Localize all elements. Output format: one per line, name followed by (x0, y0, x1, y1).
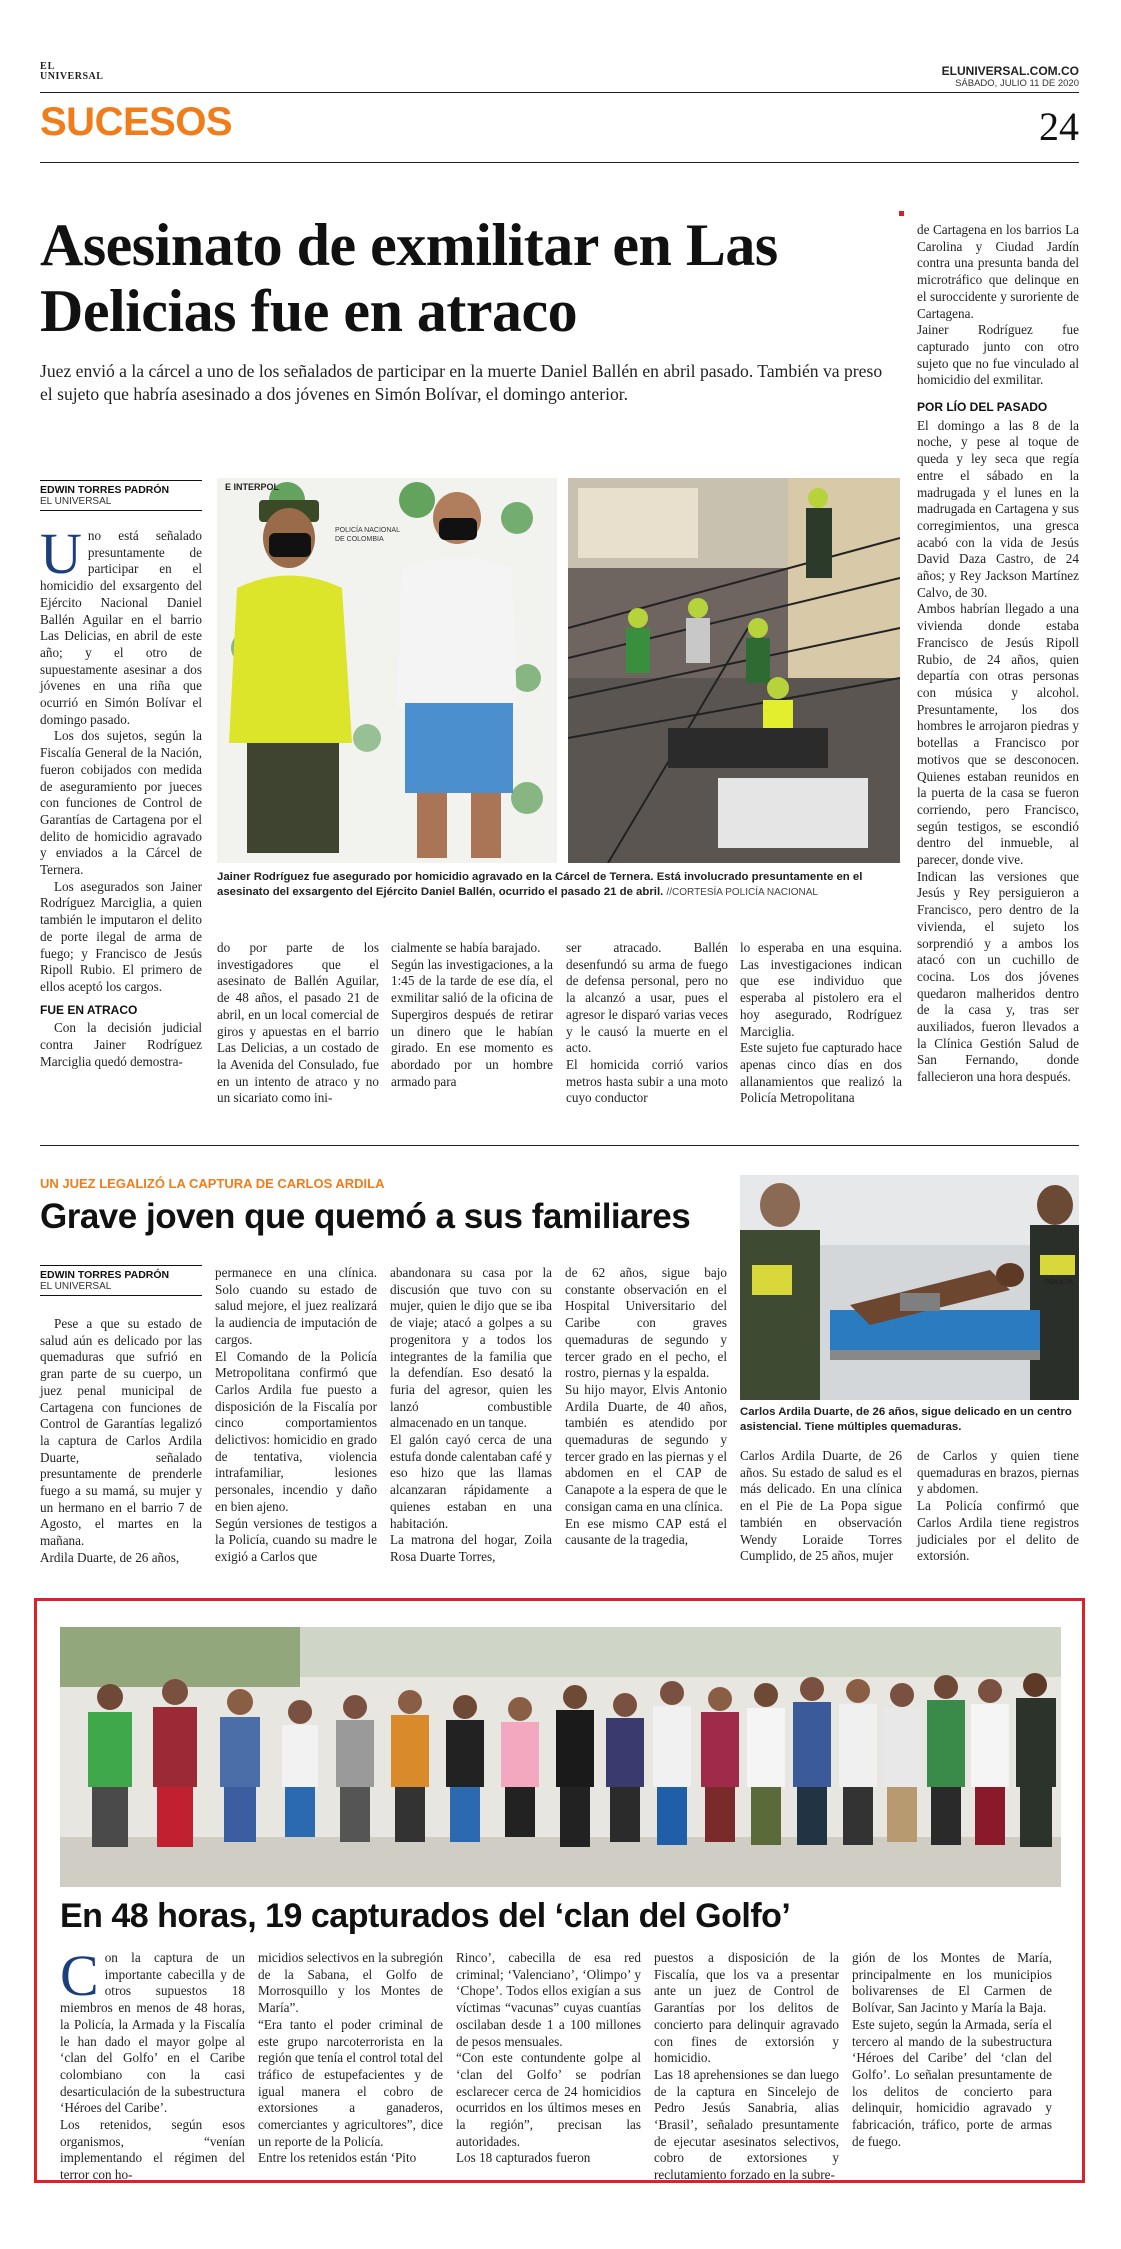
main-right-col-top: de Cartagena en los barrios La Carolina y Ciudad Jardín contra una presunta banda del microtráfico que delinque en el suroccidente y suroriente de Cartagena. Jainer Rodríguez fue capturado junto con otro sujeto que no fue vinculado al homicidio del exmilitar. (917, 222, 1079, 388)
newspaper-logo (40, 62, 130, 82)
second-col-5 (740, 1448, 902, 1565)
street-photo-drawing (568, 478, 900, 863)
third-col-1-body: on la captura de un importante cabecilla y de otros supuestos 18 miembros en menos de 48 horas, la Policía, la Armada y la Fiscalía le han dado el mayor golpe al ‘clan del Golfo’ en el Caribe colombiano con la casi desarticulación de la subestructura ‘Héroes del Caribe’. Los retenidos, según esos organismos, “venían implementando el régimen del terror con ho- (60, 1950, 245, 2183)
main-col-1-subhead: FUE EN ATRACO (40, 1002, 138, 1017)
third-col-2 (258, 1950, 443, 2167)
main-col-1-p1 (40, 521, 202, 728)
second-byline-org: EL UNIVERSAL (40, 1281, 202, 1296)
main-col-5 (740, 940, 902, 1107)
red-square-marker (899, 211, 904, 216)
main-right-col-bottom: El domingo a las 8 de la noche, y pese al toque de queda y ley seca que regía entre el sábado en la madrugada y el lunes en la madrugada en Cartagena y sus corregimientos, una gresca acabó con la vida de Jesús David Daza Castro, de 24 años; y Rey Jackson Martínez Calvo, de 30. Ambos habrían llegado a una vivienda donde estaba Francisco de Jesús Ripoll Rubio, de 24 años, quien departía con otras personas con música y alcohol. Presuntamente, los dos hombres le arrojaron piedras y botellas a Francisco por motivos que se desconocen. Quienes estaban reunidos en la puerta de la casa se fueron corriendo, pero Francisco, según testigos, se escondió dentro del inmueble, al parecer, donde vive. Indican las versiones que Jesús y Rey persiguieron a Francisco, pero dentro de la vivienda, el sujeto los sorprendió y a ambos los atacó con un cuchillo de cocina. Los dos jóvenes quedaron malheridos dentro de la casa y, tras ser auxiliados, fueron llevados a la Clínica Gestión Salud de San Fernando, donde fallecieron una hora después. (917, 417, 1079, 1085)
third-col-3-text: Rinco’, cabecilla de esa red criminal; ‘Valenciano’, ‘Olimpo’ y ‘Chope’. Todos ellos exigían a sus víctimas “vacunas” cuyas cuantías oscilaban desde 1 a 100 millones de pesos mensuales. “Con este contundente golpe al ‘clan del Golfo’ se podrían esclarecer cerca de 24 homicidios ocurridos en los últimos meses en la región”, precisan las autoridades. Los 18 capturados fueron (456, 1950, 641, 2166)
main-photo-street-scene (568, 478, 900, 863)
second-col-5-text: Carlos Ardila Duarte, de 26 años. Su estado de salud es el más delicado. En una clínica en el Pie de La Popa sigue también en observación Wendy Loraide Torres Cumplido, de 25 años, mujer (740, 1448, 902, 1564)
third-dropcap: C (60, 1943, 99, 2008)
second-col-4 (565, 1265, 727, 1549)
third-col-5-text: gión de los Montes de María, principalmente en los municipios bolivarenses de El Carmen de Bolívar, San Jacinto y María la Baja. Este sujeto, según la Armada, sería el tercero al mando de la subestructura ‘Héroes del Caribe’ del ‘clan del Golfo’. Lo señalan presuntamente de los delitos de concierto para delinquir, homicidio agravado y fabricación, tráfico, porte de armas de fuego. (852, 1950, 1052, 2149)
main-photo-credit: //CORTESÍA POLICÍA NACIONAL (666, 887, 818, 898)
byline-org: EL UNIVERSAL (40, 496, 202, 511)
main-col-1 (40, 521, 202, 1071)
second-col-1 (40, 1316, 202, 1567)
third-col-5 (852, 1950, 1052, 2150)
main-col-3 (391, 940, 553, 1090)
policia-wall-text: POLICÍA NACIONAL DE COLOMBIA (335, 527, 400, 543)
main-photo-detainee (217, 478, 557, 863)
site-url: ELUNIVERSAL.COM.CO (941, 64, 1079, 78)
second-col-2 (215, 1265, 377, 1566)
masthead-rule (40, 92, 1079, 93)
main-col-5-text: lo esperaba en una esquina. Las investigaciones indican que ese individuo que esperaba al pistolero era el hoy asegurado, Rodríguez Marciglia. Este sujeto fue capturado hace apenas cinco días en dos allanamientos que realizó la Policía Metropolitana (740, 940, 902, 1106)
second-col-6 (917, 1448, 1079, 1565)
second-headline: Grave joven que quemó a sus familiares (40, 1197, 691, 1236)
story-divider-1 (40, 1145, 1079, 1146)
second-col-3-text: abandonara su casa por la discusión que tuvo con su mujer, quien le dijo que se iba de viaje; atacó a golpes a su progenitora y a todos los integrantes de la familia que la defendían. Eso desató la furia del agresor, quien les lanzó combustible almacenado en un tanque. El galón cayó cerca de una estufa donde calentaban café y eso hizo que las llamas alcanzaran rápidamente a quienes estaban en una habitación. La matrona del hogar, Zoila Rosa Duarte Torres, (390, 1265, 552, 1564)
second-photo-caption (740, 1405, 1079, 1435)
third-photo-detainees (60, 1627, 1061, 1887)
main-right-subhead: POR LÍO DEL PASADO (917, 400, 1048, 415)
logo-line-1: EL (40, 61, 56, 72)
main-col-2: do por parte de los investigadores que el asesinato de Ballén Aguilar, de 48 años, el pasado 21 de abril, en un local comercial de giros y apuestas en el barrio Las Delicias, a un costado de la Avenida del Consulado, fue en un intento de atraco y no un sicariato como ini- (217, 940, 379, 1106)
main-col-1-text-1: no está señalado presuntamente de participar en el homicidio del exsargento del Ejército Nacional Daniel Ballén Aguilar en el barrio Las Delicias, en abril de este año; y el otro de supuestamente asesinar a dos jóvenes en una riña que ocurrió en Simón Bolívar el domingo pasado. (40, 528, 202, 727)
police-vest-text: POLICÍA (1045, 1279, 1074, 1286)
edition-date: SÁBADO, JULIO 11 DE 2020 (955, 78, 1079, 89)
second-col-6-text: de Carlos y quien tiene quemaduras en brazos, piernas y abdomen. La Policía confirmó que Carlos Ardila tiene registros judiciales por el delito de extorsión. (917, 1448, 1079, 1564)
third-col-2-text: micidios selectivos en la subregión de la Sabana, el Golfo de Morrosquillo y los Montes de María”. “Era tanto el poder criminal de este grupo narcoterrorista en la región que tenía el control total del tráfico de estupefacientes y de igual manera el cobro de extorsiones a ganaderos, comerciantes y agricultores”, dice un reporte de la Policía. Entre los retenidos están ‘Pito (258, 1950, 443, 2166)
main-col-1-p2: Los dos sujetos, según la Fiscalía General de la Nación, fueron cobijados con medida de aseguramiento por jueces con funciones de Control de Garantías de Cartagena por el delito de homicidio agravado y enviados a la Cárcel de Ternera. (40, 728, 202, 878)
main-photo-caption-text: Jainer Rodríguez fue asegurado por homicidio agravado en la Cárcel de Ternera. Está involucrado presuntamente en el asesinato del exsargento del Ejército Daniel Ballén, ocurrido el pasado 21 de abril. (217, 871, 863, 898)
main-dropcap: U (40, 521, 82, 586)
byline-name: EDWIN TORRES PADRÓN (40, 480, 202, 496)
page-number: 24 (1039, 104, 1079, 149)
detainees-photo-drawing (60, 1627, 1061, 1887)
second-col-4-text: de 62 años, sigue bajo constante observación en el Hospital Universitario del Caribe con graves quemaduras de segundo y tercer grado en el pecho, el rostro, piernas y la espalda. Su hijo mayor, Elvis Antonio Ardila Duarte, de 40 años, también es atendido por quemaduras de segundo y tercer grado en las piernas y el abdomen en el CAP de Canapote a la espera de que le consigan cama en una clínica. En ese mismo CAP está el causante de la tragedia, (565, 1265, 727, 1548)
second-byline (40, 1265, 202, 1296)
second-col-3 (390, 1265, 552, 1566)
second-kicker: UN JUEZ LEGALIZÓ LA CAPTURA DE CARLOS ARDILA (40, 1176, 385, 1191)
main-col-1-p4: Con la decisión judicial contra Jainer Rodríguez Marciglia quedó demostra- (40, 1020, 202, 1069)
second-col-2-text: permanece en una clínica. Solo cuando su estado de salud mejore, el juez realizará la audiencia de imputación de cargos. El Comando de la Policía Metropolitana confirmó que Carlos Ardila fue puesto a disposición de la Fiscalía por cinco comportamientos delictivos: homicidio en grado de tentativa, violencia intrafamiliar, lesiones personales, incendio y daño en bien ajeno. Según versiones de testigos a la Policía, cuando su madre le exigió a Carlos que (215, 1265, 377, 1564)
main-col-1-p3: Los asegurados son Jainer Rodríguez Marciglia, a quien también le imputaron el delito de porte ilegal de arma de fuego; y Francisco de Jesús Ripoll Rubio. El primero de ellos aceptó los cargos. (40, 878, 202, 994)
main-col-3-text: cialmente se había barajado. Según las investigaciones, a la 1:45 de la tarde de ese día, el exmilitar salió de la oficina de Supergiros después de retirar un dinero que le habían girado. En ese momento es abordado por un hombre armado para (391, 940, 553, 1089)
section-title: SUCESOS (40, 100, 233, 144)
main-byline (40, 480, 202, 511)
main-headline: Asesinato de exmilitar en Las Delicias fue en atraco (40, 212, 778, 344)
third-col-1-text (60, 1943, 245, 2184)
main-col-4 (566, 940, 728, 1107)
section-rule (40, 162, 1079, 163)
second-col-1-text: Pese a que su estado de salud aún es delicado por las quemaduras que sufrió en gran parte de su cuerpo, un juez penal municipal de Cartagena con funciones de Control de Garantías legalizó la captura de Carlos Ardila Duarte, señalado presuntamente de prenderle fuego a su mamá, su mujer y un hermano en el barrio 7 de Agosto, el martes en la mañana. Ardila Duarte, de 26 años, (40, 1316, 202, 1565)
interpol-wall-text: E INTERPOL (225, 482, 280, 492)
third-col-4 (654, 1950, 839, 2184)
second-byline-name: EDWIN TORRES PADRÓN (40, 1265, 202, 1281)
second-photo-caption-text: Carlos Ardila Duarte, de 26 años, sigue delicado en un centro asistencial. Tiene múltiples quemaduras. (740, 1406, 1072, 1433)
patient-photo-drawing (740, 1175, 1079, 1400)
main-right-col (917, 222, 1079, 1086)
main-col-4-text: ser atracado. Ballén desenfundó su arma de fuego de defensa personal, pero no la alcanzó a usar, pues el agresor le disparó varias veces y le causó la muerte en el acto. El homicida corrió varios metros hasta subir a una moto cuyo conductor (566, 940, 728, 1106)
main-subhead: Juez envió a la cárcel a uno de los señalados de participar en la muerte Daniel Ballén en abril pasado. También va preso el sujeto que habría asesinado a dos jóvenes en Simón Bolívar, el domingo anterior. (40, 361, 883, 404)
third-headline: En 48 horas, 19 capturados del ‘clan del Golfo’ (60, 1897, 791, 1935)
third-col-1 (60, 1943, 245, 2184)
second-photo-patient (740, 1175, 1079, 1400)
third-col-4-text: puestos a disposición de la Fiscalía, que los va a presentar ante un juez de Control de Garantías por los delitos de concierto para delinquir agravado con fines de extorsión y homicidio. Las 18 aprehensiones se dan luego de la captura en Sincelejo de Pedro Jesús Sanabria, alias ‘Brasil’, señalado presuntamente de ejecutar asesinatos selectivos, cobro de extorsiones y reclutamiento forzado en la subre- (654, 1950, 839, 2183)
detainee-lineup (88, 1673, 1056, 1847)
main-photo-caption (217, 870, 901, 900)
third-col-3 (456, 1950, 641, 2167)
logo-line-2: UNIVERSAL (40, 71, 104, 82)
